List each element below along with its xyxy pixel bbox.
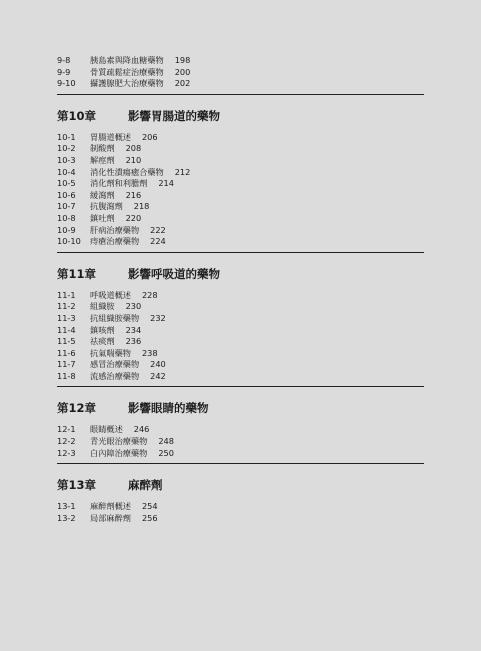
section-entry-list [57,501,424,524]
entry-title: 制酸劑 [90,143,115,154]
entry-page: 240 [150,359,166,370]
section-divider [57,386,424,387]
entry-number: 12-2 [57,436,76,447]
toc-entry [57,67,424,79]
toc-entry [57,290,424,302]
toc-entry [57,178,424,190]
chapter-number: 第12章 [57,401,97,416]
entry-title: 呼吸道概述 [90,289,131,300]
entry-number: 11-2 [57,301,76,312]
toc-entry [57,448,424,460]
entry-number: 11-6 [57,347,76,358]
section-entry-list [57,132,424,248]
chapter-title: 影響眼睛的藥物 [128,401,209,416]
entry-page: 208 [125,143,142,154]
section-entry-list [57,55,424,90]
entry-number: 10-6 [57,189,76,200]
toc-entry [57,513,424,525]
entry-title: 抗組織胺藥物 [90,312,140,323]
entry-title: 抗腹瀉劑 [90,201,123,212]
entry-page: 214 [158,178,174,189]
chapter-number: 第13章 [57,478,97,493]
entry-page: 202 [174,78,191,89]
entry-number: 12-1 [57,424,76,435]
entry-title: 消化性潰瘍癒合藥物 [90,166,164,177]
toc-entry [57,325,424,337]
entry-number: 10-1 [57,131,76,142]
chapter-title: 麻醉劑 [128,478,163,493]
entry-number: 13-1 [57,501,76,512]
entry-title: 青光眼治療藥物 [90,436,148,447]
entry-number: 13-2 [57,512,76,523]
entry-title: 眼睛概述 [90,424,123,435]
chapter-title: 影響呼吸道的藥物 [128,266,220,281]
entry-title: 感冒治療藥物 [90,359,140,370]
entry-page: 230 [125,301,142,312]
toc-entry [57,359,424,371]
entry-number: 11-8 [57,370,76,381]
entry-number: 10-9 [57,224,76,235]
chapter-heading [57,264,424,284]
entry-title: 胰島素與降血糖藥物 [90,55,164,65]
toc-entry [57,190,424,202]
toc-entry [57,348,424,360]
entry-number: 11-7 [57,359,76,370]
entry-page: 216 [125,189,142,200]
entry-number: 10-2 [57,143,76,154]
entry-title: 麻醉劑概述 [90,501,131,512]
entry-page: 236 [125,336,142,347]
entry-title: 白內障治療藥物 [90,447,148,458]
toc-entry [57,55,424,67]
entry-page: 224 [150,236,166,247]
entry-title: 流感治療藥物 [90,370,140,381]
entry-page: 238 [141,347,158,358]
section-divider [57,463,424,464]
entry-page: 220 [125,212,142,223]
entry-page: 248 [158,436,174,447]
toc-entry [57,436,424,448]
entry-number: 10-7 [57,201,76,212]
table-of-contents [57,55,424,524]
entry-title: 鎮咳劑 [90,324,115,335]
entry-page: 218 [133,201,150,212]
entry-title: 祛痰劑 [90,336,115,347]
toc-entry [57,213,424,225]
entry-title: 消化劑和利膽劑 [90,178,148,189]
entry-title: 緩瀉劑 [90,189,115,200]
entry-number: 12-3 [57,447,76,458]
chapter-heading [57,106,424,126]
entry-page: 222 [150,224,166,235]
toc-entry [57,225,424,237]
toc-entry [57,336,424,348]
entry-title: 組織胺 [90,301,115,312]
chapter-title: 影響胃腸道的藥物 [128,108,220,123]
entry-page: 232 [150,312,166,323]
entry-number: 9-8 [57,55,71,65]
entry-number: 9-10 [57,78,76,89]
toc-entry [57,143,424,155]
chapter-heading [57,398,424,418]
entry-page: 234 [125,324,142,335]
entry-title: 肝病治療藥物 [90,224,140,235]
toc-entry [57,78,424,90]
toc-entry [57,236,424,248]
entry-number: 10-3 [57,154,76,165]
entry-page: 228 [141,289,158,300]
entry-page: 256 [141,512,158,523]
toc-entry [57,167,424,179]
entry-page: 206 [141,131,158,142]
entry-number: 11-1 [57,289,76,300]
entry-title: 骨質疏鬆症治療藥物 [90,66,164,77]
entry-page: 250 [158,447,174,458]
entry-title: 鎮吐劑 [90,212,115,223]
entry-number: 10-5 [57,178,76,189]
section-entry-list [57,290,424,383]
entry-page: 242 [150,370,166,381]
entry-title: 痔瘡治療藥物 [90,236,140,247]
entry-number: 10-8 [57,212,76,223]
toc-entry [57,501,424,513]
entry-number: 11-4 [57,324,76,335]
toc-entry [57,371,424,383]
entry-number: 11-5 [57,336,76,347]
entry-number: 10-4 [57,166,76,177]
entry-page: 212 [174,166,191,177]
chapter-number: 第11章 [57,266,97,281]
entry-title: 局部麻醉劑 [90,512,131,523]
section-divider [57,252,424,253]
toc-entry [57,201,424,213]
toc-entry [57,313,424,325]
entry-page: 246 [133,424,150,435]
entry-number: 9-9 [57,66,71,77]
entry-title: 解痙劑 [90,154,115,165]
entry-page: 200 [174,66,191,77]
entry-title: 抗氣喘藥物 [90,347,131,358]
entry-page: 254 [141,501,158,512]
entry-page: 210 [125,154,142,165]
chapter-number: 第10章 [57,108,97,123]
toc-entry [57,301,424,313]
chapter-heading [57,475,424,495]
section-divider [57,94,424,95]
entry-page: 198 [174,55,191,65]
entry-number: 11-3 [57,312,76,323]
entry-number: 10-10 [57,236,81,247]
toc-entry [57,132,424,144]
entry-title: 胃腸道概述 [90,131,131,142]
toc-entry [57,155,424,167]
toc-entry [57,424,424,436]
entry-title: 攝護腺肥大治療藥物 [90,78,164,89]
section-entry-list [57,424,424,459]
